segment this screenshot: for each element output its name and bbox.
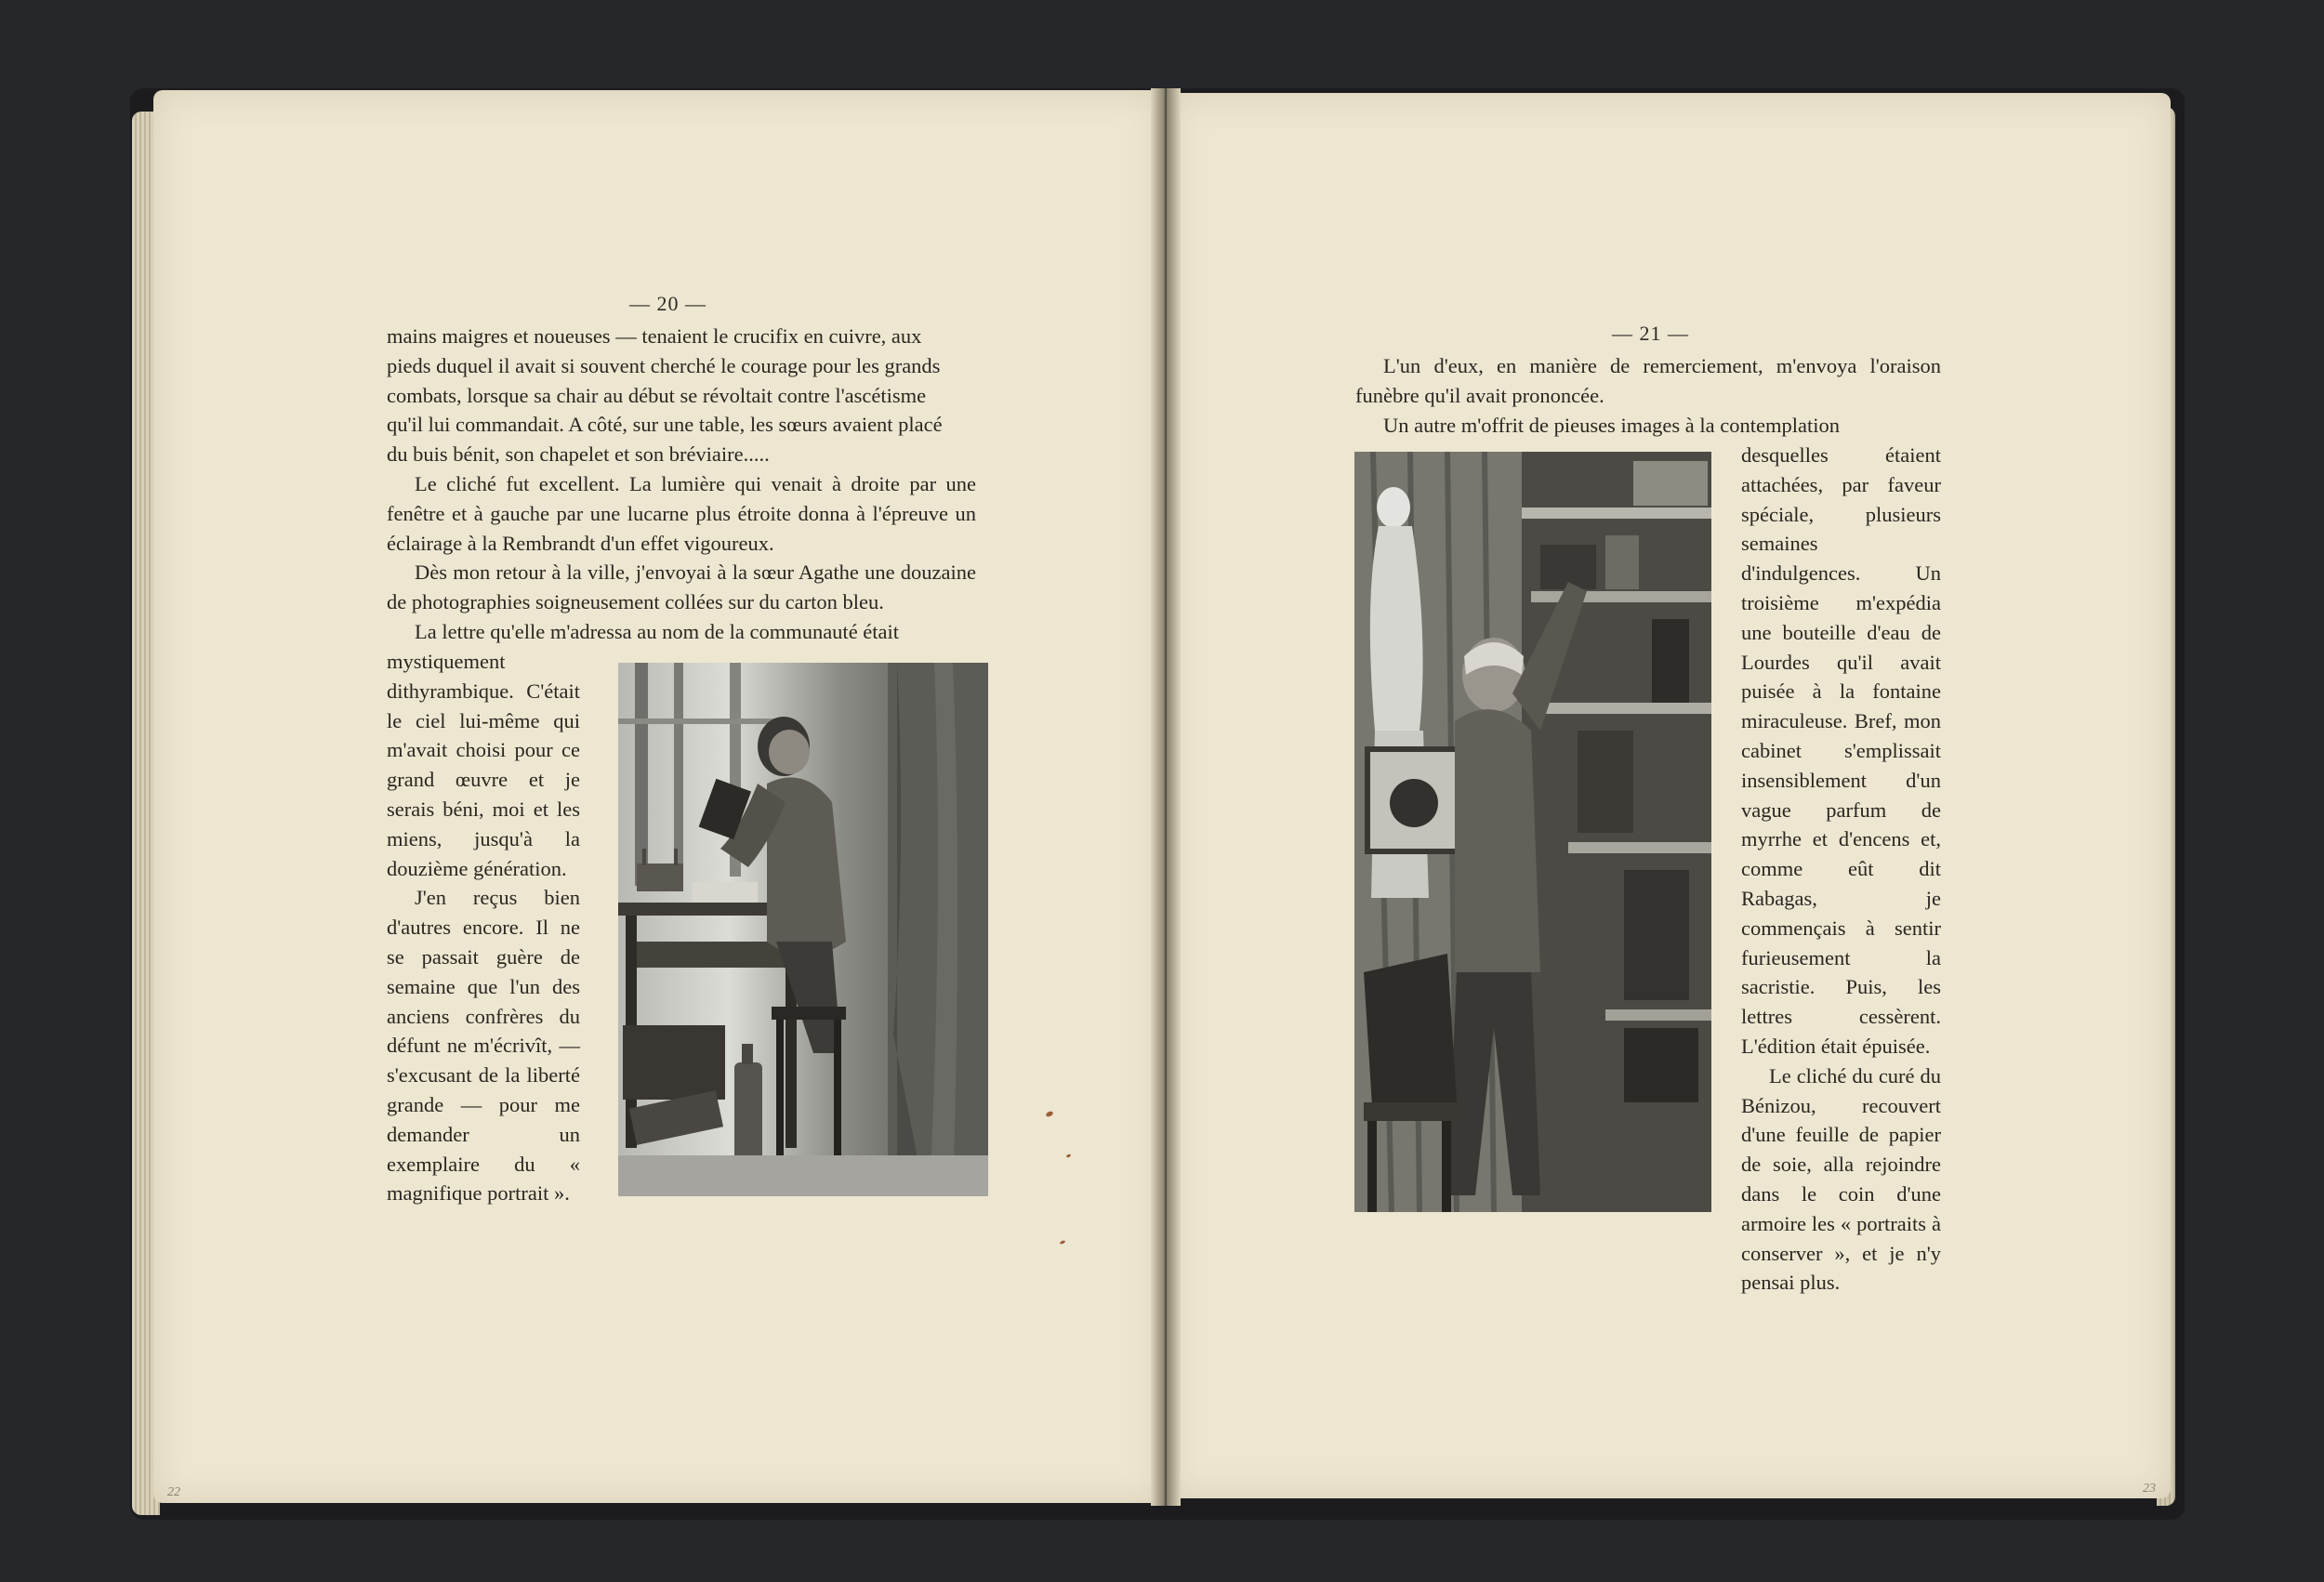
paragraph-lettre: La lettre qu'elle m'adressa au nom de la communauté était <box>415 619 900 643</box>
paragraph-images: Un autre m'offrit de pieuses images à la contemplation <box>1383 413 1840 437</box>
paragraph-retour: Dès mon retour à la ville, j'envoyai à la sœur Agathe une douzaine de photographies soigneusement collées sur du carton bleu. <box>387 560 976 614</box>
page-number-right: — 21 — <box>1612 322 1689 345</box>
paragraph-bénizou: Le cliché du curé du Bénizou, recouvert d'une feuille de papier de soie, alla rejoindre dans le coin d'une armoire les « portraits à conserver », et je n'y pensai plus. <box>1741 1063 1941 1295</box>
paragraph-reponses: J'en reçus bien d'autres encore. Il ne se passait guère de semaine que l'un des anciens confrères du défunt ne m'écrivît, — s'excusant de la liberté grande — pour me demander un exemplaire du « magnifique portrait ». <box>387 886 580 1206</box>
text-line: mains maigres et noueuses — tenaient le crucifix en cuivre, aux <box>387 324 922 348</box>
page-number-left: — 20 — <box>629 292 706 315</box>
corner-mark-right: 23 <box>2143 1482 2156 1496</box>
left-text-top <box>387 322 976 647</box>
right-text-top <box>1355 351 1941 440</box>
right-text-column <box>1741 441 1941 1298</box>
photo-man-at-desk <box>618 663 988 1196</box>
paragraph-cliche: Le cliché fut excellent. La lumière qui venait à droite par une fenêtre et à gauche par une lucarne plus étroite donna à l'épreuve un éclairage à la Rembrandt d'un effet vigoureux. <box>387 471 976 555</box>
book-gutter <box>1151 88 1181 1506</box>
left-text-column <box>387 647 580 1208</box>
corner-mark-left: 22 <box>167 1485 180 1499</box>
paragraph-indulgences: desquelles étaient attachées, par faveur spéciale, plusieurs semaines d'indulgences. Un troisième m'expédia une bouteille d'eau de Lourdes qu'il avait puisée à la fontaine miraculeuse. Bref, mon cabinet s'emplissait insensiblement d'un vague parfum de myrrhe et d'encens et, comme eût dit Rabagas, je commençais à sentir furieusement la sacristie. Puis, les lettres cessèrent. L'édition était épuisée. <box>1741 443 1941 1058</box>
text-line: combats, lorsque sa chair au début se révoltait contre l'ascétisme <box>387 383 927 407</box>
text-line: qu'il lui commandait. A côté, sur une table, les sœurs avaient placé <box>387 413 943 437</box>
text-line: du buis bénit, son chapelet et son bréviaire..... <box>387 442 770 467</box>
paragraph-mystiquement: mystiquement dithyrambique. C'était le ciel lui-même qui m'avait choisi pour ce grand œuvre et je serais béni, moi et les miens, jusqu'à la douzième génération. <box>387 650 580 880</box>
photo-man-at-shelves <box>1354 452 1711 1212</box>
paragraph-oraison: L'un d'eux, en manière de remerciement, m'envoya l'oraison funèbre qu'il avait prononcée. <box>1355 354 1941 407</box>
text-line: pieds duquel il avait si souvent cherché le courage pour les grands <box>387 353 941 377</box>
